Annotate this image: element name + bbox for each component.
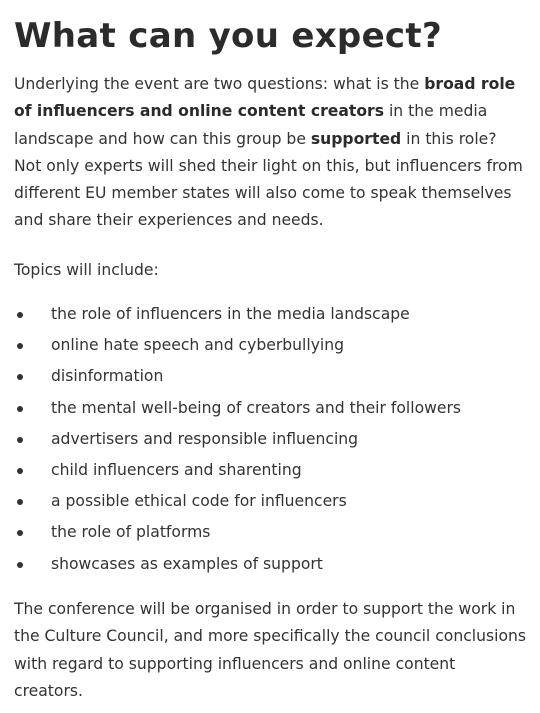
list-item <box>14 393 528 424</box>
list-item-text: online hate speech and cyberbullying <box>51 336 345 355</box>
bullet-icon <box>17 530 23 536</box>
list-item <box>14 486 528 517</box>
bullet-icon <box>17 312 23 318</box>
conclusion-paragraph: The conference will be organised in order to support the work in the Culture Council, and more specifically the council conclusions with regard to supporting influencers and online content creators. <box>14 600 526 700</box>
list-item-text: the mental well-being of creators and their followers <box>51 398 462 417</box>
list-item <box>14 517 528 548</box>
bullet-icon <box>17 437 23 443</box>
list-item-text: the role of influencers in the media landscape <box>51 305 410 323</box>
list-item <box>14 424 528 455</box>
list-item <box>14 549 528 580</box>
list-item-text: advertisers and responsible influencing <box>51 429 359 448</box>
list-item-text: disinformation <box>51 367 164 386</box>
list-item <box>14 299 528 330</box>
list-item <box>14 455 528 486</box>
list-item-text: a possible ethical code for influencers <box>51 492 347 511</box>
bullet-icon <box>17 406 23 412</box>
bullet-icon <box>17 468 23 474</box>
topics-label: Topics will include: <box>14 261 159 279</box>
bullet-icon <box>17 562 23 568</box>
intro-text-3: in this role? Not only experts will shed their light on this, but influencers from different EU member states will also come to speak themselves and share their experiences and needs. <box>14 129 523 230</box>
intro-paragraph <box>14 71 528 235</box>
topics-list <box>14 299 528 580</box>
list-item <box>14 361 528 392</box>
list-item <box>14 330 528 361</box>
bullet-icon <box>17 374 23 380</box>
intro-bold-1: broad role of influencers and online content creators <box>14 75 516 121</box>
intro-text-1: Underlying the event are two questions: what is the <box>14 75 425 93</box>
intro-bold-2: supported <box>310 129 402 148</box>
intro-text-2: in the media landscape and how can this group be <box>14 102 488 148</box>
bullet-icon <box>17 499 23 505</box>
section-heading: What can you expect? <box>14 16 442 56</box>
list-item-text: showcases as examples of support <box>51 554 323 573</box>
list-item-text: child influencers and sharenting <box>51 460 302 479</box>
bullet-icon <box>17 343 23 349</box>
list-item-text: the role of platforms <box>51 523 211 542</box>
